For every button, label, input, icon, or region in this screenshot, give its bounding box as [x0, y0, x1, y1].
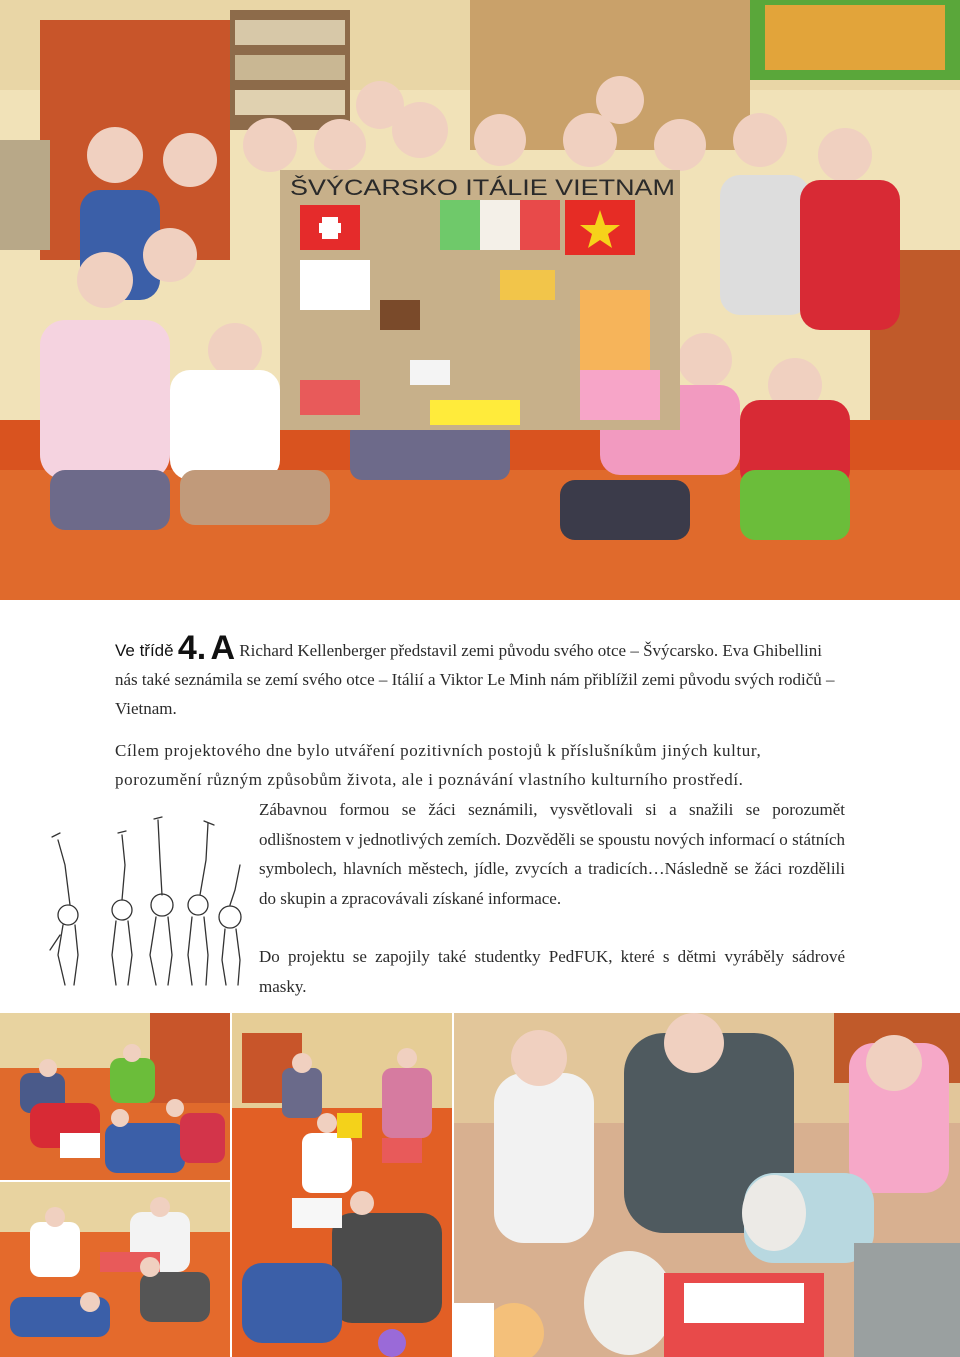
poster-heading: ŠVÝCARSKO ITÁLIE VIETNAM — [290, 175, 675, 200]
class-number: 4. — [177, 629, 207, 667]
photo-plaster-masks — [454, 1013, 960, 1357]
class-prefix: Ve třídě — [115, 641, 174, 660]
masks-paragraph: Do projektu se zapojily také studentky PedFUK, které s dětmi vyráběly sádrové masky. — [259, 947, 845, 996]
activities-paragraph: Zábavnou formou se žáci seznámili, vysvětlovali si a snažili se porozumět odlišnostem v jednotlivých zemích. Dozvěděli se spoustu nových informací o státních symbolech, hlavních městech, jídle, zvycích a tradicích…Následně se žáci rozdělili do skupin a zpracovávali získané informace. — [259, 800, 845, 908]
lead-text: Richard Kellenberger představil zemi původu svého otce – Švýcarsko. Eva Ghibellini nás také seznámila se zemí svého otce – Itálií a Viktor Le Minh nám přiblížil zemi původu svých rodičů – Vietnam. — [115, 641, 835, 718]
class-photo — [0, 0, 960, 600]
photo-floor-lying — [0, 1182, 230, 1357]
article-lead — [115, 629, 845, 723]
raised-hands-sketch — [30, 805, 245, 990]
photo-floor-drawing — [0, 1013, 230, 1180]
goal-line-2: porozumění různým způsobům života, ale i poznávání vlastního kulturního prostředí. — [115, 770, 744, 789]
class-letter: A — [210, 629, 236, 667]
goal-paragraph — [115, 736, 845, 794]
goal-line-1: Cílem projektového dne bylo utváření pozitivních postojů k příslušníkům jiných kultur, — [115, 741, 762, 760]
photo-classroom-group — [232, 1013, 452, 1357]
